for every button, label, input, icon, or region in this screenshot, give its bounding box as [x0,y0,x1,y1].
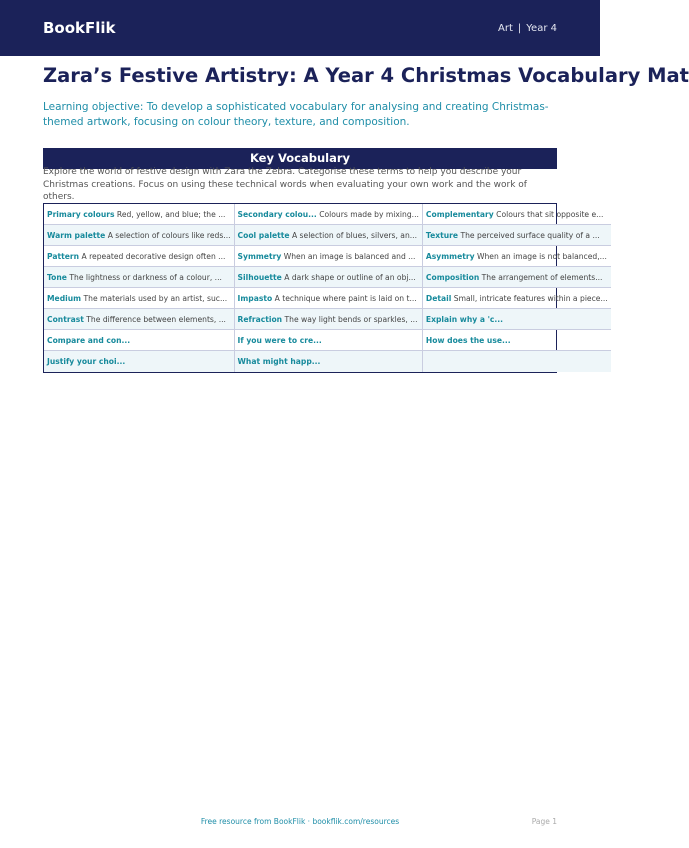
vocab-term: Explain why a 'c... [425,315,504,324]
vocab-cell [423,351,611,372]
vocab-term: Silhouette [237,273,282,282]
vocab-cell [44,225,235,246]
vocab-term: Justify your choi... [47,357,126,366]
vocab-term: What might happ... [237,357,321,366]
vocab-cell [423,204,611,225]
vocab-cell [44,309,235,330]
vocab-term: Primary colours [47,210,115,219]
vocab-cell [423,225,611,246]
vocab-term: Composition [425,273,480,282]
vocab-term: If you were to cre... [237,336,322,345]
top-banner [0,0,600,56]
vocab-cell [423,330,611,351]
vocab-cell [235,204,423,225]
vocab-definition: Colours made by mixing... [319,210,419,219]
vocab-cell [235,267,423,288]
vocab-cell [44,288,235,309]
vocabulary-intro: Explore the world of festive design with Zara the Zebra. Categorise these terms to help you describe your Christmas creations. Focus on using these technical words when evaluating your own work and the work of others. [43,167,527,202]
vocab-definition: When an image is balanced and ... [283,252,416,261]
vocab-term: Detail [425,294,452,303]
vocab-definition: A selection of colours like reds... [107,231,231,240]
vocab-term: Contrast [47,315,84,324]
vocab-definition: The way light bends or sparkles, ... [284,315,418,324]
vocab-cell [235,246,423,267]
vocab-cell [235,330,423,351]
vocab-cell [423,288,611,309]
vocab-cell [423,267,611,288]
vocab-cell [44,246,235,267]
page-title: Zara’s Festive Artistry: A Year 4 Christmas Vocabulary Mat [43,64,689,87]
learning-objective: Learning objective: To develop a sophisticated vocabulary for analysing and creating Christmas-themed artwork, focusing on colour theory, texture, and composition. [43,101,549,128]
vocabulary-grid [43,203,608,373]
vocab-definition: Colours that sit opposite e... [496,210,604,219]
breadcrumb-subject[interactable]: Art [498,22,513,34]
vocab-term: Pattern [47,252,80,261]
breadcrumb-separator: | [517,22,522,34]
vocab-term: Impasto [237,294,273,303]
breadcrumb [498,23,557,34]
vocab-cell [423,309,611,330]
vocab-term: Compare and con... [47,336,131,345]
vocab-definition: Small, intricate features within a piece... [453,294,608,303]
vocab-cell [44,267,235,288]
vocab-cell [423,246,611,267]
vocab-term: Tone [47,273,67,282]
vocab-definition: A repeated decorative design often ... [81,252,226,261]
vocab-definition: The difference between elements, ... [86,315,226,324]
vocab-definition: The perceived surface quality of a ... [460,231,600,240]
vocab-definition: When an image is not balanced,... [476,252,607,261]
vocab-term: How does the use... [425,336,511,345]
vocab-term: Warm palette [47,231,106,240]
vocab-term: Texture [425,231,459,240]
vocab-definition: Red, yellow, and blue; the ... [116,210,226,219]
page-number: Page 1 [531,817,557,826]
vocab-term: Medium [47,294,82,303]
breadcrumb-year[interactable]: Year 4 [526,22,557,34]
brand-logo-text[interactable]: BookFlik [43,19,116,37]
vocab-cell [44,351,235,372]
vocab-term: Refraction [237,315,283,324]
vocab-definition: A dark shape or outline of an obj... [284,273,416,282]
vocab-term: Complementary [425,210,494,219]
footer [0,817,600,829]
vocab-definition: A selection of blues, silvers, an... [291,231,417,240]
footer-credit[interactable]: Free resource from BookFlik · bookflik.com/resources [200,817,400,826]
vocab-cell [235,351,423,372]
vocab-definition: The arrangement of elements... [481,273,603,282]
vocab-definition: The materials used by an artist, suc... [83,294,228,303]
vocabulary-heading: Key Vocabulary [43,148,557,169]
vocab-cell [235,309,423,330]
vocab-term: Symmetry [237,252,282,261]
vocab-term: Asymmetry [425,252,475,261]
vocab-definition: The lightness or darkness of a colour, ... [69,273,222,282]
vocab-cell [235,288,423,309]
vocab-term: Secondary colou... [237,210,317,219]
vocab-definition: A technique where paint is laid on t... [274,294,417,303]
vocab-cell [44,330,235,351]
vocab-cell [235,225,423,246]
vocab-cell [44,204,235,225]
vocab-term: Cool palette [237,231,290,240]
